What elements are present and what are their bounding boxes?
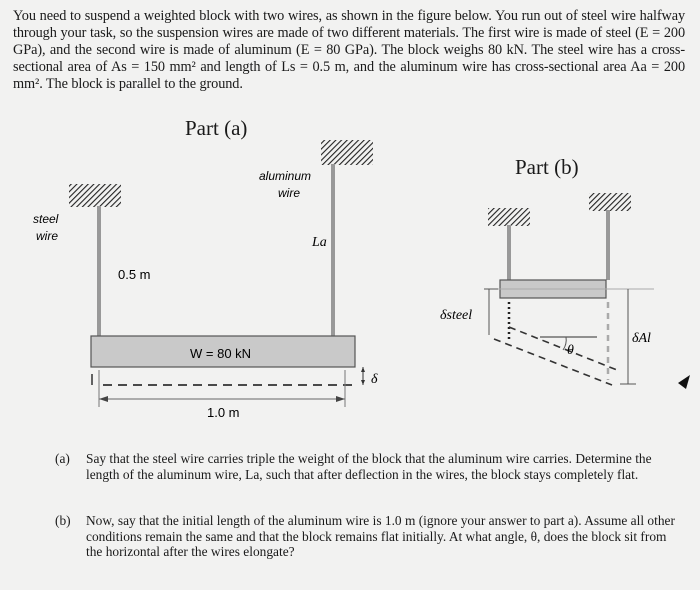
width-label: 1.0 m (207, 405, 240, 420)
question-a-label: (a) (55, 451, 70, 466)
theta-arc (563, 337, 566, 350)
steel-wire-label-2: wire (36, 229, 59, 243)
delta-al-label: δAl (632, 331, 651, 346)
cursor-arrow-icon (678, 375, 690, 389)
aluminum-wire-label-2: wire (278, 186, 301, 200)
part-a-diagram (33, 140, 378, 420)
aluminum-ceiling-support (321, 140, 373, 165)
aluminum-length-label: La (312, 235, 327, 250)
part-a-title: Part (a) (185, 116, 248, 140)
steel-length-label: 0.5 m (118, 267, 151, 282)
part-b-title: Part (b) (515, 155, 579, 179)
question-b-text: Now, say that the initial length of the aluminum wire is 1.0 m (ignore your answer to part a). Assume all other conditions remain the same and that the block remains flat initially. At what angle, θ, does the block sit from the horizontal after the wires elongate? (86, 513, 675, 559)
steel-wire-label-1: steel (33, 212, 59, 226)
tilted-block-bottom (509, 327, 617, 370)
delta-label: δ (371, 372, 378, 387)
delta-steel-label: δsteel (440, 308, 473, 323)
steel-ceiling-support-b (488, 208, 530, 226)
weight-label: W = 80 kN (190, 346, 252, 361)
question-a-text: Say that the steel wire carries triple the weight of the block that the aluminum wire carries. Determine the length of the aluminum wire, La, such that after deflection in the wires, the block stays completely flat. (86, 451, 652, 482)
aluminum-ceiling-support-b (589, 193, 631, 211)
aluminum-wire-label-1: aluminum (259, 169, 312, 183)
tilted-block-top (494, 339, 612, 385)
problem-statement: You need to suspend a weighted block with two wires, as shown in the figure below. You run out of steel wire halfway through your task, so the suspension wires are made of two different materials. The first wire is made of steel (E = 200 GPa), and the second wire is made of aluminum (E = 80 GPa). The block weighs 80 kN. The steel wire has a cross-sectional area of As = 150 mm² and length of Ls = 0.5 m, and the aluminum wire has cross-sectional area Aa = 200 mm². The block is parallel to the ground. (13, 8, 685, 92)
steel-ceiling-support (69, 184, 121, 207)
theta-label: θ (567, 343, 574, 358)
question-b-label: (b) (55, 513, 71, 528)
part-b-diagram (440, 193, 654, 385)
